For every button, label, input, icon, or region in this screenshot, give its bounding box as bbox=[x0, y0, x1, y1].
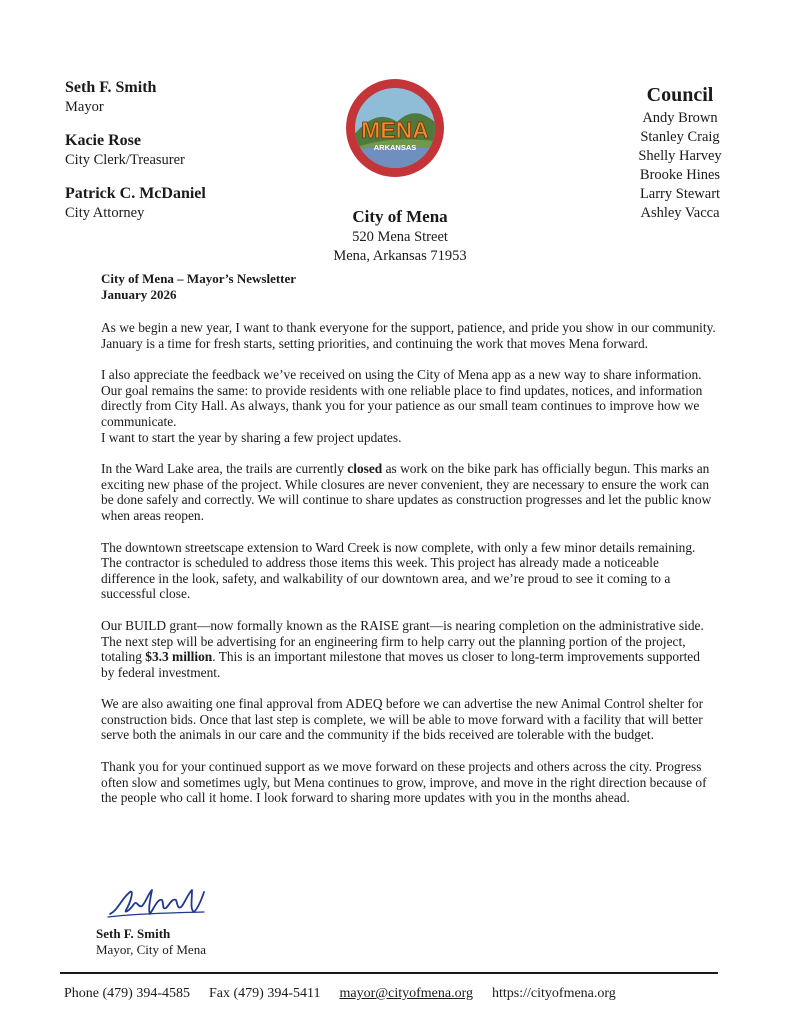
council-list bbox=[600, 82, 760, 223]
city-locality: Mena, Arkansas 71953 bbox=[333, 248, 467, 264]
official-mayor bbox=[65, 78, 325, 117]
signer-name: Seth F. Smith bbox=[96, 926, 171, 941]
council-member: Stanley Craig bbox=[640, 129, 720, 145]
footer-divider bbox=[60, 972, 718, 974]
council-heading: Council bbox=[646, 84, 714, 106]
paragraph-ward-lake bbox=[101, 461, 716, 523]
newsletter-title: City of Mena – Mayor’s Newsletter bbox=[101, 271, 297, 286]
footer-website[interactable]: https://cityofmena.org bbox=[492, 986, 616, 1001]
footer-phone: Phone (479) 394-4585 bbox=[64, 986, 190, 1001]
emphasis-closed: closed bbox=[347, 461, 383, 477]
council-member: Shelly Harvey bbox=[638, 148, 722, 164]
text-run: In the Ward Lake area, the trails are currently bbox=[101, 461, 348, 477]
city-address bbox=[300, 206, 500, 266]
paragraph-animal-control: We are also awaiting one final approval from ADEQ before we can advertise the new Animal Control shelter for construction bids. Once that last step is complete, we will be able to move forward with a facility that will better serve both the animals in our care and the community if the bids received are tolerable with the budget. bbox=[101, 696, 704, 743]
newsletter-heading bbox=[101, 271, 716, 303]
text-run: . This is an important milestone that moves us closer to long-term improvements supported by federal investment. bbox=[101, 649, 700, 680]
paragraph-app-followup: I want to start the year by sharing a few project updates. bbox=[101, 429, 402, 445]
paragraph-closing: Thank you for your continued support as we move forward on these projects and others across the city. Progress often slow and sometimes ugly, but Mena continues to grow, improve, and move in the right direction because of the people who call it home. I look forward to sharing more updates with you in the months ahead. bbox=[101, 759, 707, 806]
logo-text: MENA bbox=[361, 117, 429, 143]
council-member: Brooke Hines bbox=[639, 167, 721, 183]
signer-title: Mayor, City of Mena bbox=[96, 942, 206, 957]
official-name: Patrick C. McDaniel bbox=[65, 185, 206, 202]
paragraph-app-text: I also appreciate the feedback we’ve received on using the City of Mena app as a new way to share information. Our goal remains the same: to provide residents with one reliable place to find updates, notices, and information directly from City Hall. As always, thank you for your patience as our small team continues to improve how we communicate. bbox=[101, 367, 703, 429]
official-name: Kacie Rose bbox=[65, 132, 141, 149]
newsletter-date: January 2026 bbox=[101, 287, 177, 302]
city-logo bbox=[345, 78, 445, 178]
footer-email-link[interactable]: mayor@cityofmena.org bbox=[339, 986, 474, 1001]
signoff bbox=[96, 926, 206, 958]
city-name: City of Mena bbox=[352, 207, 448, 226]
official-title: Mayor bbox=[65, 99, 104, 115]
officials-list bbox=[65, 78, 325, 237]
official-clerk bbox=[65, 131, 325, 170]
official-title: City Attorney bbox=[65, 205, 145, 221]
paragraph-intro: As we begin a new year, I want to thank everyone for the support, patience, and pride you show in our community. January is a time for fresh starts, setting priorities, and continuing the work that moves Mena forward. bbox=[101, 320, 716, 351]
official-name: Seth F. Smith bbox=[65, 79, 157, 96]
council-member: Andy Brown bbox=[642, 110, 718, 126]
official-attorney bbox=[65, 184, 325, 223]
newsletter-body bbox=[101, 271, 716, 806]
text-run: as work on the bike park has officially begun. This marks an exciting new phase of the project. While closures are never convenient, they are necessary to ensure the work can be done safely and correctly. We will continue to share updates as construction progresses and let the public know when areas reopen. bbox=[101, 461, 712, 523]
paragraph-app bbox=[101, 367, 716, 445]
paragraph-raise-grant bbox=[101, 618, 716, 680]
official-title: City Clerk/Treasurer bbox=[65, 152, 185, 168]
handwritten-signature bbox=[104, 880, 214, 924]
text-run: Our BUILD grant—now formally known as the RAISE grant—is nearing completion on the administrative side. The next step will be advertising for an engineering firm to help carry out the planning portion of the project, totaling bbox=[101, 617, 704, 665]
emphasis-amount: $3.3 million bbox=[145, 649, 213, 665]
city-street: 520 Mena Street bbox=[352, 229, 448, 245]
paragraph-streetscape: The downtown streetscape extension to Ward Creek is now complete, with only a few minor details remaining. The contractor is scheduled to address those items this week. This project has already made a noticeable difference in the look, safety, and walkability of our downtown area, and we’re proud to see it coming to a successful close. bbox=[101, 539, 696, 602]
footer-fax: Fax (479) 394-5411 bbox=[209, 986, 321, 1001]
footer-contact bbox=[64, 985, 744, 1003]
council-member: Ashley Vacca bbox=[640, 205, 720, 221]
logo-subtext: ARKANSAS bbox=[373, 143, 417, 152]
council-member: Larry Stewart bbox=[639, 186, 721, 202]
